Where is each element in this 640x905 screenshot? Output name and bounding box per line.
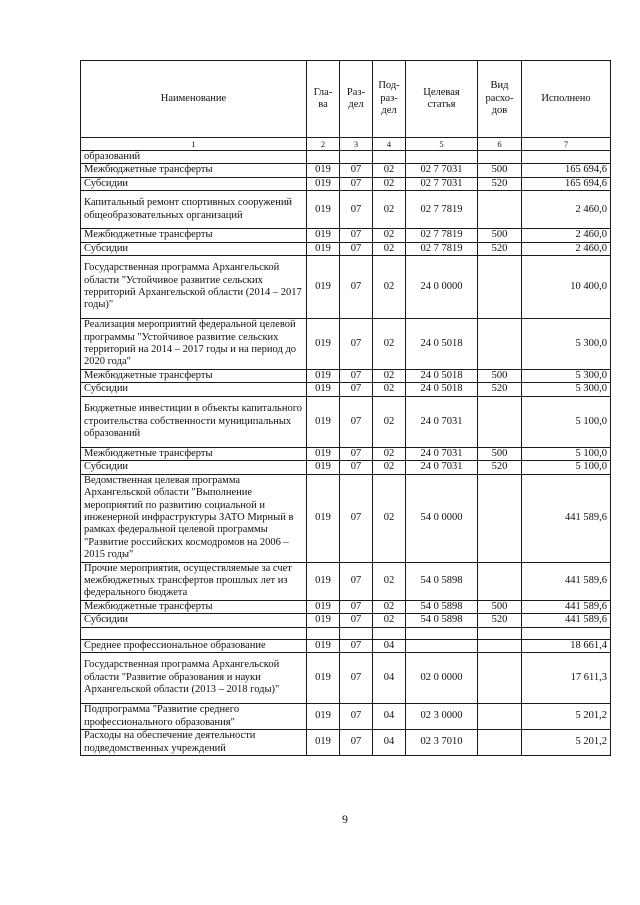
- row-amount: 2 460,0: [522, 242, 611, 255]
- row-name: Субсидии: [81, 614, 307, 627]
- row-name: Межбюджетные трансферты: [81, 229, 307, 242]
- row-celevaya: [406, 627, 478, 639]
- row-amount: 5 100,0: [522, 396, 611, 447]
- row-amount: 5 201,2: [522, 704, 611, 730]
- row-glava: 019: [307, 653, 340, 704]
- row-razdel: 07: [340, 319, 373, 370]
- row-vid: [478, 396, 522, 447]
- row-vid: [478, 562, 522, 600]
- row-amount: 165 694,6: [522, 164, 611, 177]
- row-glava: 019: [307, 562, 340, 600]
- row-name: [81, 627, 307, 639]
- column-number: 5: [406, 138, 478, 151]
- row-vid: [478, 730, 522, 756]
- column-number-row: [81, 138, 611, 151]
- row-amount: [522, 151, 611, 164]
- row-vid: [478, 256, 522, 319]
- row-glava: [307, 627, 340, 639]
- row-celevaya: 24 0 7031: [406, 447, 478, 460]
- row-glava: 019: [307, 704, 340, 730]
- header-name: Наименование: [81, 61, 307, 138]
- table-row: [81, 370, 611, 383]
- row-podrazdel: 04: [373, 639, 406, 652]
- row-vid: 500: [478, 447, 522, 460]
- row-glava: 019: [307, 242, 340, 255]
- row-amount: 5 300,0: [522, 370, 611, 383]
- row-razdel: 07: [340, 383, 373, 396]
- row-amount: 441 589,6: [522, 562, 611, 600]
- row-vid: 500: [478, 229, 522, 242]
- row-name: Межбюджетные трансферты: [81, 447, 307, 460]
- row-celevaya: 02 0 0000: [406, 653, 478, 704]
- row-vid: [478, 627, 522, 639]
- row-podrazdel: [373, 151, 406, 164]
- row-razdel: 07: [340, 191, 373, 229]
- row-glava: 019: [307, 383, 340, 396]
- column-number: 2: [307, 138, 340, 151]
- row-glava: 019: [307, 229, 340, 242]
- row-name: Субсидии: [81, 383, 307, 396]
- row-glava: 019: [307, 730, 340, 756]
- row-razdel: 07: [340, 242, 373, 255]
- row-podrazdel: 02: [373, 562, 406, 600]
- header-razdel: Раз- дел: [340, 61, 373, 138]
- row-name: Расходы на обеспечение деятельности подведомственных учреждений: [81, 730, 307, 756]
- row-podrazdel: 02: [373, 447, 406, 460]
- row-amount: 17 611,3: [522, 653, 611, 704]
- row-celevaya: 02 7 7031: [406, 177, 478, 190]
- row-glava: 019: [307, 461, 340, 474]
- row-name: Субсидии: [81, 177, 307, 190]
- row-name: Реализация мероприятий федеральной целевой программы "Устойчивое развитие сельских территорий на 2014 – 2017 годы и на период до 2020 года": [81, 319, 307, 370]
- column-number: 4: [373, 138, 406, 151]
- table-row: [81, 639, 611, 652]
- row-razdel: 07: [340, 396, 373, 447]
- row-glava: 019: [307, 164, 340, 177]
- row-amount: 5 100,0: [522, 447, 611, 460]
- row-vid: 520: [478, 242, 522, 255]
- row-podrazdel: 04: [373, 653, 406, 704]
- row-celevaya: 02 7 7819: [406, 242, 478, 255]
- column-number: 7: [522, 138, 611, 151]
- table-row: [81, 704, 611, 730]
- row-amount: 2 460,0: [522, 229, 611, 242]
- table-row: [81, 474, 611, 562]
- row-razdel: 07: [340, 256, 373, 319]
- row-name: Государственная программа Архангельской области "Устойчивое развитие сельских территорий Архангельской области (2014 – 2017 годы)": [81, 256, 307, 319]
- row-razdel: 07: [340, 562, 373, 600]
- row-celevaya: 02 3 0000: [406, 704, 478, 730]
- table-row: [81, 562, 611, 600]
- row-podrazdel: 02: [373, 383, 406, 396]
- row-celevaya: 02 7 7819: [406, 191, 478, 229]
- row-name: Субсидии: [81, 461, 307, 474]
- column-number: 1: [81, 138, 307, 151]
- row-glava: 019: [307, 319, 340, 370]
- row-podrazdel: 02: [373, 319, 406, 370]
- row-celevaya: 24 0 7031: [406, 461, 478, 474]
- row-razdel: [340, 151, 373, 164]
- row-amount: 441 589,6: [522, 614, 611, 627]
- row-name: Субсидии: [81, 242, 307, 255]
- row-razdel: 07: [340, 447, 373, 460]
- row-podrazdel: 04: [373, 730, 406, 756]
- row-celevaya: 02 7 7031: [406, 164, 478, 177]
- row-name: Межбюджетные трансферты: [81, 600, 307, 613]
- row-razdel: 07: [340, 229, 373, 242]
- row-celevaya: [406, 639, 478, 652]
- row-glava: 019: [307, 474, 340, 562]
- row-name: Среднее профессиональное образование: [81, 639, 307, 652]
- table-row: [81, 256, 611, 319]
- row-podrazdel: 02: [373, 474, 406, 562]
- row-glava: 019: [307, 177, 340, 190]
- row-vid: 500: [478, 600, 522, 613]
- header-celevaya: Целевая статья: [406, 61, 478, 138]
- row-podrazdel: 02: [373, 164, 406, 177]
- table-row: [81, 242, 611, 255]
- table-row: [81, 600, 611, 613]
- row-vid: [478, 653, 522, 704]
- empty-row: [81, 627, 611, 639]
- header-ispolneno: Исполнено: [522, 61, 611, 138]
- row-razdel: 07: [340, 461, 373, 474]
- row-razdel: 07: [340, 177, 373, 190]
- row-vid: [478, 151, 522, 164]
- row-amount: [522, 627, 611, 639]
- row-podrazdel: 04: [373, 704, 406, 730]
- table-row: [81, 447, 611, 460]
- row-glava: 019: [307, 396, 340, 447]
- header-podrazdel: Под- раз- дел: [373, 61, 406, 138]
- table-row: [81, 396, 611, 447]
- row-celevaya: 54 0 5898: [406, 562, 478, 600]
- row-vid: 520: [478, 177, 522, 190]
- row-amount: 441 589,6: [522, 600, 611, 613]
- row-vid: [478, 474, 522, 562]
- row-celevaya: 24 0 5018: [406, 383, 478, 396]
- row-celevaya: 24 0 0000: [406, 256, 478, 319]
- row-podrazdel: 02: [373, 600, 406, 613]
- table-row: [81, 730, 611, 756]
- row-celevaya: 54 0 5898: [406, 600, 478, 613]
- row-glava: 019: [307, 447, 340, 460]
- row-podrazdel: 02: [373, 396, 406, 447]
- row-podrazdel: 02: [373, 370, 406, 383]
- row-podrazdel: 02: [373, 256, 406, 319]
- row-podrazdel: 02: [373, 614, 406, 627]
- row-amount: 18 661,4: [522, 639, 611, 652]
- row-celevaya: 24 0 7031: [406, 396, 478, 447]
- row-glava: 019: [307, 191, 340, 229]
- row-vid: 520: [478, 614, 522, 627]
- row-podrazdel: 02: [373, 242, 406, 255]
- page-number: 9: [342, 812, 348, 826]
- header-glava: Гла- ва: [307, 61, 340, 138]
- row-celevaya: [406, 151, 478, 164]
- row-razdel: 07: [340, 614, 373, 627]
- row-podrazdel: 02: [373, 461, 406, 474]
- row-razdel: 07: [340, 653, 373, 704]
- row-podrazdel: 02: [373, 229, 406, 242]
- table-row: [81, 461, 611, 474]
- table-row: [81, 151, 611, 164]
- row-celevaya: 24 0 5018: [406, 319, 478, 370]
- row-vid: 500: [478, 164, 522, 177]
- row-name: Прочие мероприятия, осуществляемые за счет межбюджетных трансфертов прошлых лет из федерального бюджета: [81, 562, 307, 600]
- row-name: Ведомственная целевая программа Архангельской области "Выполнение мероприятий по развитию социальной и инженерной инфраструктуры ЗАТО Мирный в рамках федеральной целевой программы "Развитие российских космодромов на 2006 – 2015 годы": [81, 474, 307, 562]
- budget-table: [80, 60, 611, 756]
- table-row: [81, 177, 611, 190]
- table-row: [81, 191, 611, 229]
- row-vid: [478, 191, 522, 229]
- row-glava: [307, 151, 340, 164]
- row-vid: 520: [478, 383, 522, 396]
- table-row: [81, 164, 611, 177]
- table-row: [81, 229, 611, 242]
- row-amount: 2 460,0: [522, 191, 611, 229]
- row-amount: 5 100,0: [522, 461, 611, 474]
- table-row: [81, 653, 611, 704]
- row-razdel: [340, 627, 373, 639]
- row-vid: 500: [478, 370, 522, 383]
- table-row: [81, 383, 611, 396]
- row-amount: 10 400,0: [522, 256, 611, 319]
- row-amount: 165 694,6: [522, 177, 611, 190]
- row-amount: 441 589,6: [522, 474, 611, 562]
- row-vid: 520: [478, 461, 522, 474]
- row-podrazdel: 02: [373, 191, 406, 229]
- row-razdel: 07: [340, 600, 373, 613]
- row-amount: 5 300,0: [522, 383, 611, 396]
- row-vid: [478, 319, 522, 370]
- table-row: [81, 319, 611, 370]
- row-celevaya: 54 0 0000: [406, 474, 478, 562]
- row-glava: 019: [307, 614, 340, 627]
- row-celevaya: 02 7 7819: [406, 229, 478, 242]
- row-name: Капитальный ремонт спортивных сооружений общеобразовательных организаций: [81, 191, 307, 229]
- table-row: [81, 614, 611, 627]
- header-row: [81, 61, 611, 138]
- row-vid: [478, 704, 522, 730]
- row-podrazdel: [373, 627, 406, 639]
- row-celevaya: 54 0 5898: [406, 614, 478, 627]
- row-razdel: 07: [340, 370, 373, 383]
- row-glava: 019: [307, 600, 340, 613]
- row-name: Межбюджетные трансферты: [81, 164, 307, 177]
- row-name: Государственная программа Архангельской области "Развитие образования и науки Архангельской области (2013 – 2018 годы)": [81, 653, 307, 704]
- row-podrazdel: 02: [373, 177, 406, 190]
- row-glava: 019: [307, 639, 340, 652]
- row-glava: 019: [307, 256, 340, 319]
- row-celevaya: 02 3 7010: [406, 730, 478, 756]
- row-vid: [478, 639, 522, 652]
- row-razdel: 07: [340, 704, 373, 730]
- row-name: Межбюджетные трансферты: [81, 370, 307, 383]
- row-razdel: 07: [340, 474, 373, 562]
- row-razdel: 07: [340, 164, 373, 177]
- row-name: образований: [81, 151, 307, 164]
- row-amount: 5 300,0: [522, 319, 611, 370]
- row-razdel: 07: [340, 730, 373, 756]
- header-vid: Вид расхо- дов: [478, 61, 522, 138]
- row-razdel: 07: [340, 639, 373, 652]
- row-amount: 5 201,2: [522, 730, 611, 756]
- row-celevaya: 24 0 5018: [406, 370, 478, 383]
- row-glava: 019: [307, 370, 340, 383]
- row-name: Подпрограмма "Развитие среднего профессионального образования": [81, 704, 307, 730]
- row-name: Бюджетные инвестиции в объекты капитального строительства собственности муниципальных образований: [81, 396, 307, 447]
- column-number: 6: [478, 138, 522, 151]
- column-number: 3: [340, 138, 373, 151]
